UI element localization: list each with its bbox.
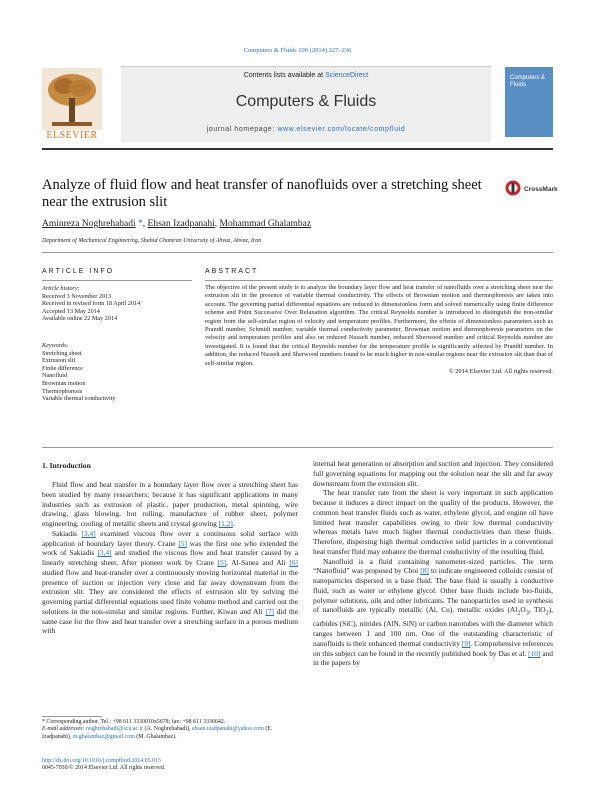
author-name[interactable]: Aminreza Noghrehabadi	[42, 219, 136, 229]
corresponding-author-note: * Corresponding author. Tel.: +98 611 3330010x5678; fax: +98 611 3336642.	[42, 719, 226, 725]
author-name[interactable]: Ehsan Izadpanahi	[147, 219, 215, 229]
author-list: Aminreza Noghrehabadi *, Ehsan Izadpanahi, Mohammad Ghalambaz	[42, 219, 312, 229]
email-link[interactable]: ehsan.izadpanahi@yahoo.com	[192, 726, 264, 733]
keywords-label: Keywords:	[42, 342, 69, 349]
body-column-left: Fluid flow and heat transfer in a boundary layer flow over a stretching sheet has been studied by many researchers; because it has significant applications in many industries such as extrusion of plastic, paper production, metal spinning, wire drawing, glass blowing, hot rolling, manufacture of rubber sheet, polymer engineering, cooling of metallic sheets and crystal growing [1,2]. Sakiadis [3,4] examined viscous flow over a continuous solid surface with application of boundary layer theory. Crane [5] was the first one who extended the work of Sakiadis [3,4] and studied the viscous flow and heat transfer caused by a linearly stretching sheet. After pioneer work by Crane [5], Al-Sanea and Ali [6] studied flow and heat-transfer over a continuously moving horizontal material in the presence of suction or injection very close and far away downstream from the extrusion slit. They are considered the effects of extrusion slit by solving the governing partial differential equations used finite volume method and carried out the solutions in the non-similar and similar regions. Further, Kiwan and Ali [7] did the same case for the flow and heat transfer over a stretching surface in a porous medium with	[42, 480, 299, 636]
abstract-heading: ABSTRACT	[205, 268, 259, 275]
history-item: Available online 22 May 2014	[42, 315, 118, 323]
corresponding-author-mark[interactable]: *	[135, 219, 143, 229]
keyword: Finite difference	[42, 364, 83, 372]
elsevier-tree-logo	[42, 68, 102, 130]
doi-block	[42, 758, 298, 773]
keywords	[42, 342, 192, 403]
affiliation: Department of Mechanical Engineering, Shahid Chamran University of Ahvaz, Ahvaz, Iran	[42, 238, 262, 244]
history-label: Article history:	[42, 285, 80, 292]
section-heading-introduction: 1. Introduction	[42, 461, 91, 470]
email-link[interactable]: m.ghalambaz@gmail.com	[72, 733, 135, 740]
article-info-divider	[42, 280, 192, 281]
history-item: Accepted 13 May 2014	[42, 307, 100, 315]
article-info-heading: ARTICLE INFO	[42, 268, 115, 275]
body-column-right: internal heat generation or absorption and suction and injection. They considered full governing equations for mapping out the solution near the slit and far away downstream from the extrusion slit. The heat transfer rate from the sheet is very important in such application because it induces a direct impact on the quality of the products. However, the common heat transfer fluids such as water, ethylene glycol, and engine oil have limited heat transfer capabilities owing to their low thermal conductivity whereas metals have much higher thermal conductivities than these fluids. Therefore, dispersing high thermal conductive solid particles in a conventional heat transfer fluid may enhance the thermal conductivity of the resulting fluid. Nanofluid is a fluid containing nanometer-sized particles. The term “Nanofluid” was proposed by Choi [8] to indicate engineered colloids consist of nanoparticles dispersed in a base fluid. The base fluid is usually a conductive fluid, such as water or ethylene glycol. Other base fluids include bio-fluids, polymer solutions, oils and other lubricants. The nanoparticles used in synthesis of nanofluids are typically metallic (Al, Cu), metallic oxides ($Al_2O_3$, TiO$_2$), carbides (SiC), nitrides (AlN, SiN) or carbon nanotubes with the diameter which ranges between 1 and 100 nm. One of the outstanding characteristic of nanofluids is their enhanced thermal conductivity [9]. Comprehensive references on this subject can be found in the recently published book by Das et al. [10] and in the papers by	[313, 459, 553, 668]
keyword: Brownian motion	[42, 379, 86, 387]
history-item: Received 3 November 2013	[42, 292, 112, 300]
abstract-text: The objective of the present study is to analyze the boundary layer flow and heat transfer of nanofluids over a stretching sheet near the extrusion slit in the presence of variable thermal conductivity. The effects of Brownian motion and thermophoresis are taken into account. The governing partial differential equations are reduced to dimensionless form and solved numerically using finite difference scheme and Point Successive Over Relaxation algorithm. The critical Reynolds number is introduced to distinguish the non-similar region from the self-similar region of velocity and temperature profiles. Furthermore, the effects of dimensionless parameters such as Prandtl number, Schmidt number, variable thermal conductivity parameter, Brownian motion and thermophoresis parameters on the velocity and temperature profiles and also on reduced Nusselt number, reduced Sherwood number and critical Reynolds number are investigated. It is found that the critical Reynolds number for the temperature profile is significantly affected by Prandtl number. In addition, the reduced Nusselt and Sherwood numbers found to be much higher in non-similar regions near the extrusion slit than that of self-similar region.	[205, 284, 553, 367]
keyword: Extrusion slit	[42, 357, 76, 365]
keyword: Stretching sheet	[42, 349, 82, 357]
journal-cover-title: Computers & Fluids	[510, 75, 546, 88]
email-owner: (M. Ghalambaz).	[134, 733, 177, 740]
journal-citation[interactable]: Computers & Fluids 100 (2014) 227–236	[243, 47, 352, 54]
article-title: Analyze of fluid flow and heat transfer of nanofluids over a stretching sheet near the extrusion slit	[42, 177, 482, 210]
history-item: Received in revised form 18 April 2014	[42, 300, 141, 308]
email-owner: (E. Izadpanahi),	[42, 726, 273, 740]
journal-homepage	[121, 126, 491, 133]
header-divider	[42, 148, 553, 150]
email-link[interactable]: noghrehabadi@scu.ac.ir	[85, 726, 144, 733]
email-label: E-mail addresses:	[42, 726, 86, 733]
footnote-divider	[42, 716, 102, 717]
title-divider	[42, 252, 553, 253]
crossmark-icon[interactable]	[505, 180, 521, 196]
publisher-name: ELSEVIER	[46, 130, 98, 141]
contents-prefix: Contents lists available at	[243, 72, 326, 79]
author-name[interactable]: Mohammad Ghalambaz	[219, 219, 312, 229]
homepage-link[interactable]: www.elsevier.com/locate/compfluid	[277, 126, 406, 133]
front-matter-divider	[42, 447, 553, 448]
article-history	[42, 285, 192, 323]
email-owner: (A. Noghrehabadi),	[143, 726, 192, 733]
crossmark-label[interactable]: CrossMark	[524, 186, 558, 193]
keyword: Nanofluid	[42, 372, 68, 380]
email-addresses	[42, 726, 298, 741]
abstract-body	[205, 284, 553, 376]
keyword: Thermophoresis	[42, 387, 83, 395]
homepage-prefix: journal homepage:	[206, 126, 278, 133]
doi-link[interactable]: http://dx.doi.org/10.1016/j.compfluid.2014.05.013	[42, 758, 161, 764]
keyword: Variable thermal conductivity	[42, 395, 116, 403]
issn-line: 0045-7930/© 2014 Elsevier Ltd. All rights reserved.	[42, 765, 166, 772]
abstract-copyright: © 2014 Elsevier Ltd. All rights reserved.	[448, 368, 553, 376]
journal-title: Computers & Fluids	[235, 93, 377, 110]
sciencedirect-link[interactable]: ScienceDirect	[325, 72, 369, 79]
footnotes	[42, 719, 298, 741]
abstract-divider	[205, 280, 553, 281]
contents-line	[121, 72, 491, 79]
